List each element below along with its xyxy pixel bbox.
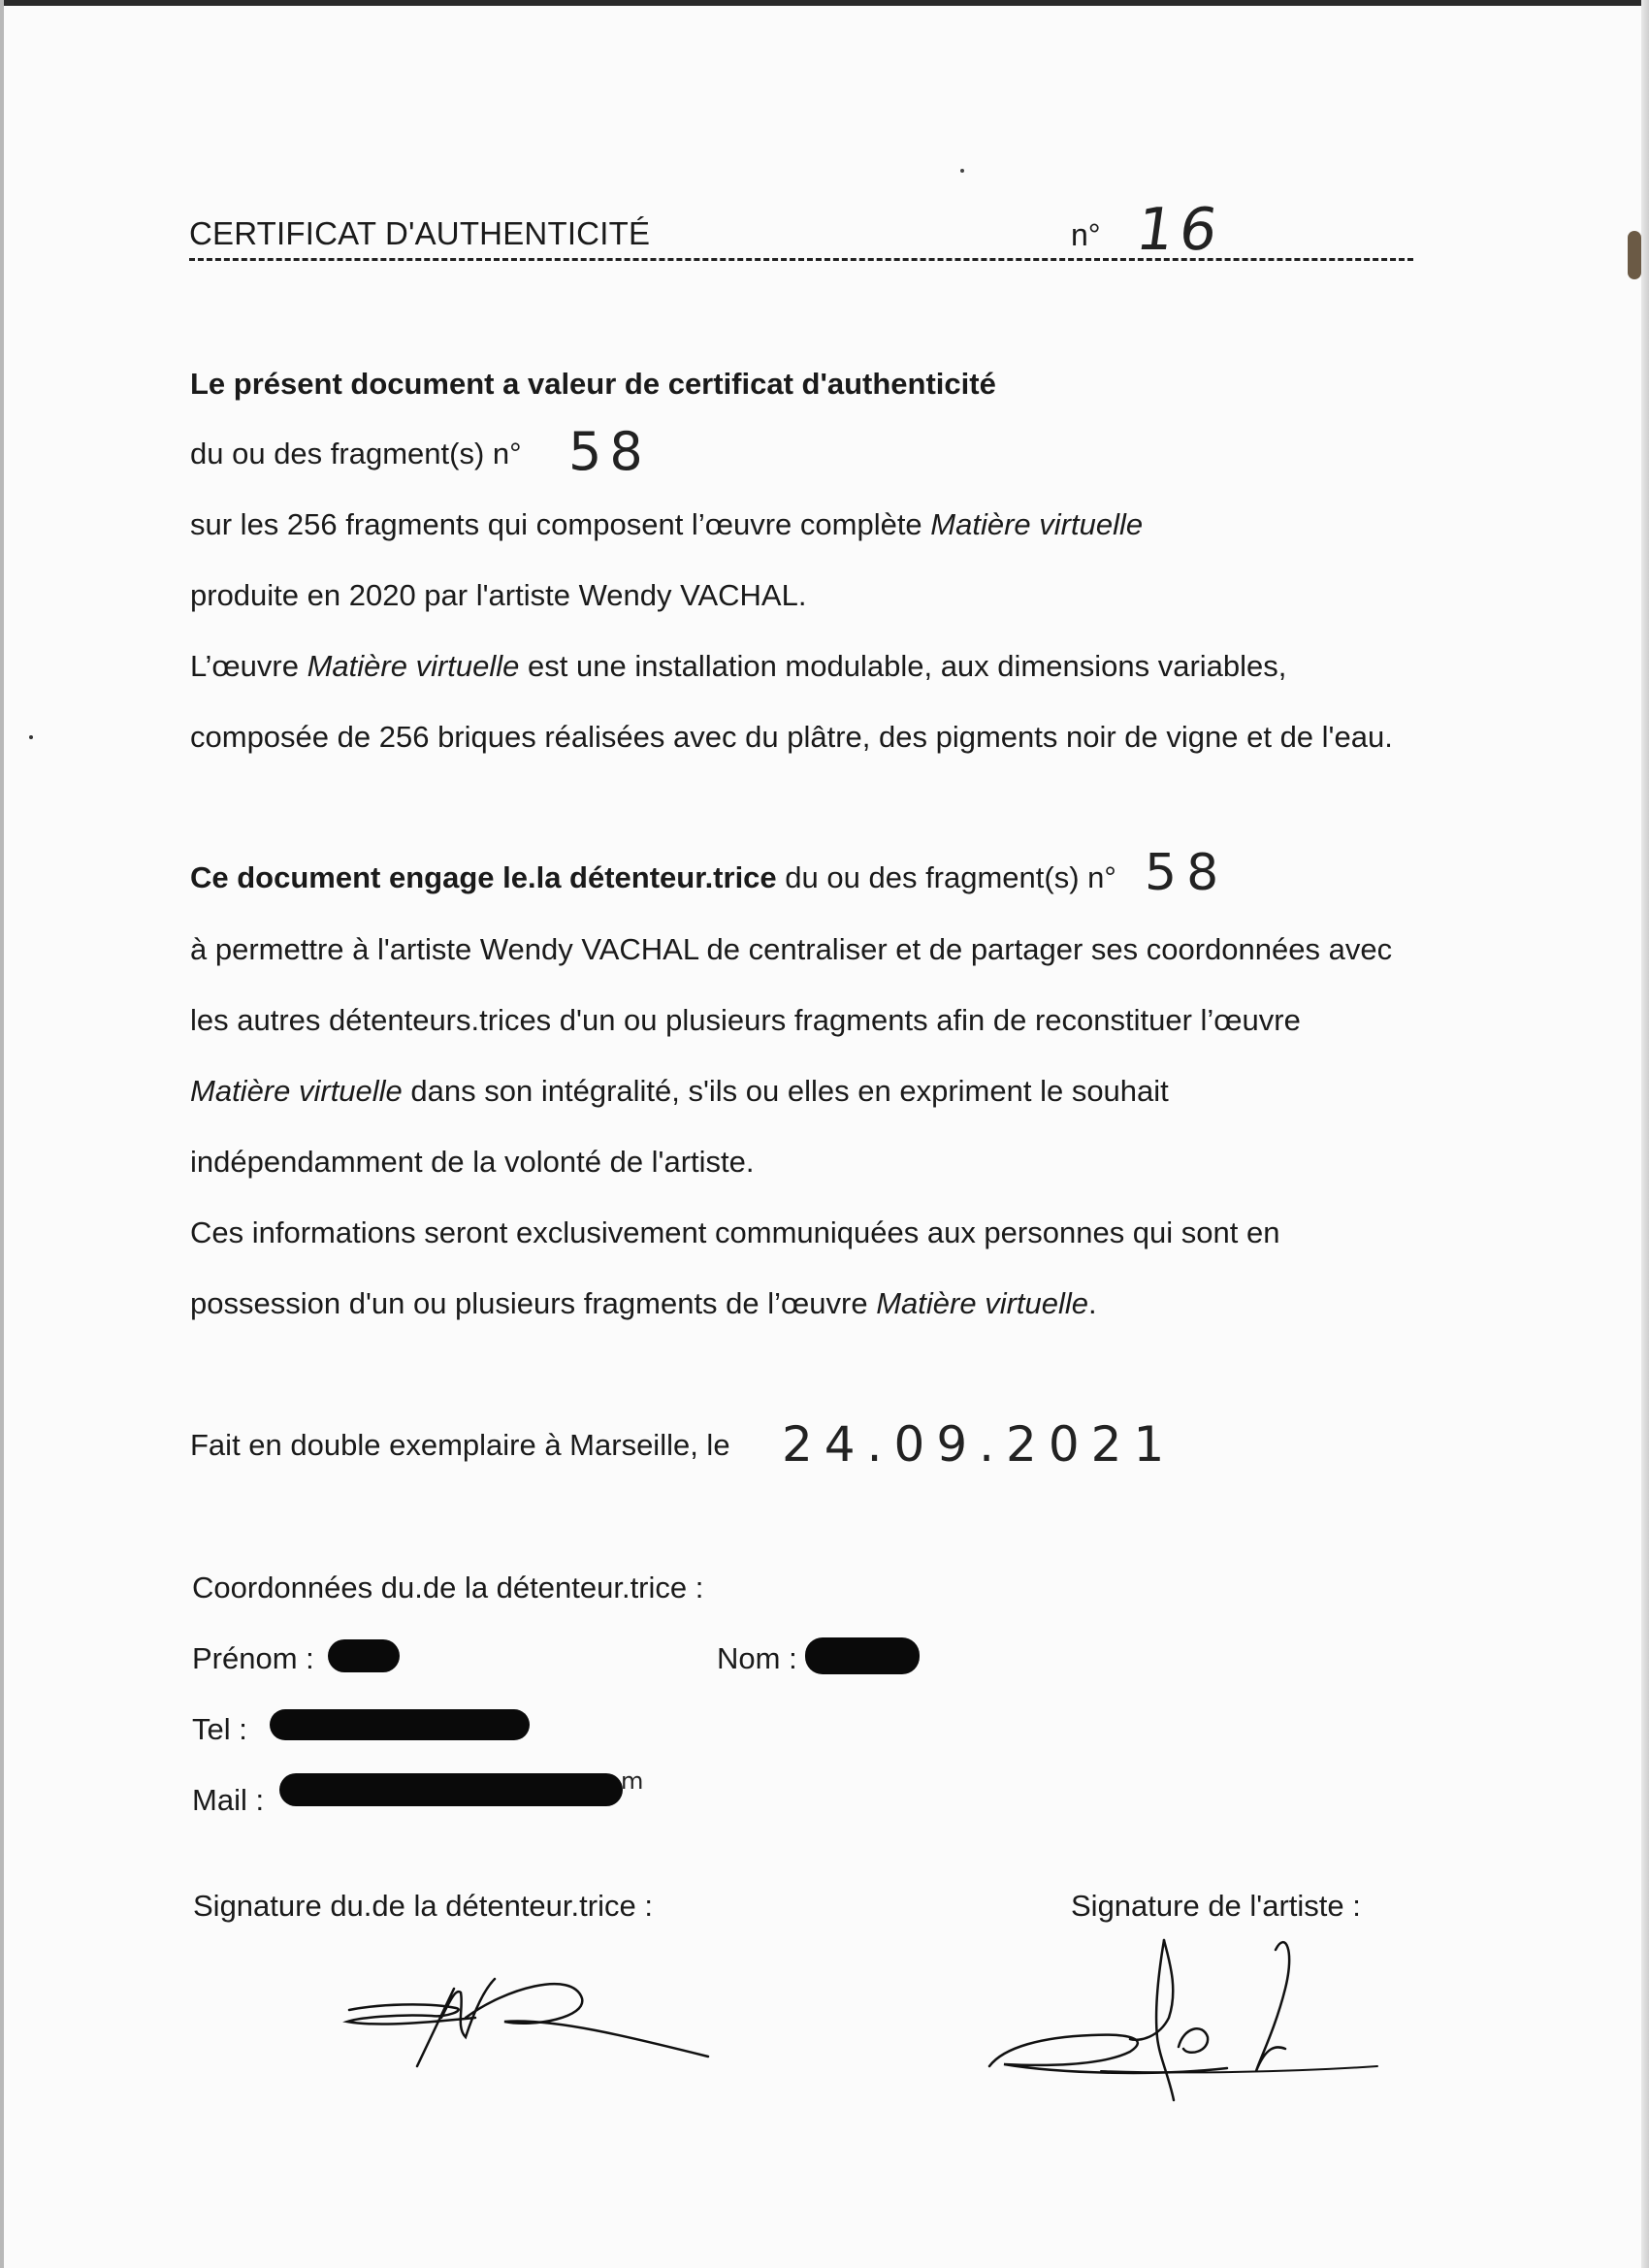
first-name-redacted xyxy=(328,1639,400,1672)
scan-top-edge xyxy=(0,0,1649,6)
fragment-number-handwritten: 58 xyxy=(568,421,651,482)
engagement-line-5: indépendamment de la volonté de l'artiste. xyxy=(190,1145,755,1179)
holder-heading: Coordonnées du.de la détenteur.trice : xyxy=(192,1571,704,1604)
phone-label: Tel : xyxy=(192,1712,247,1746)
first-name-label: Prénom : xyxy=(192,1641,314,1675)
scan-right-edge xyxy=(1641,0,1649,2268)
certificate-number xyxy=(1071,217,1101,253)
engagement-line-7: possession d'un ou plusieurs fragments de l’œuvre Matière virtuelle. xyxy=(190,1286,1097,1320)
intro-line-6: composée de 256 briques réalisées avec du plâtre, des pigments noir de vigne et de l'eau. xyxy=(190,720,1393,754)
intro-line-1: Le présent document a valeur de certificat d'authenticité xyxy=(190,367,996,401)
document-title: CERTIFICAT D'AUTHENTICITÉ xyxy=(189,215,651,251)
artist-signature xyxy=(985,1930,1392,2124)
header-divider xyxy=(189,258,1413,261)
mail-redacted xyxy=(279,1773,623,1806)
mail-label: Mail : xyxy=(192,1783,265,1817)
scan-speck xyxy=(960,169,964,173)
date-handwritten: 24.09.2021 xyxy=(782,1416,1177,1473)
phone-redacted xyxy=(270,1709,530,1740)
scan-speck xyxy=(29,735,33,739)
intro-line-4: produite en 2020 par l'artiste Wendy VACHAL. xyxy=(190,578,807,612)
engagement-line-1: Ce document engage le.la détenteur.trice du ou des fragment(s) n° xyxy=(190,860,1116,894)
scan-left-edge xyxy=(0,0,4,2268)
engagement-line-2: à permettre à l'artiste Wendy VACHAL de centraliser et de partager ses coordonnées avec xyxy=(190,932,1393,966)
last-name-label: Nom : xyxy=(717,1641,797,1675)
engagement-line-3: les autres détenteurs.trices d'un ou plusieurs fragments afin de reconstituer l’œuvre xyxy=(190,1003,1301,1037)
artist-signature-label: Signature de l'artiste : xyxy=(1071,1889,1361,1923)
intro-line-3: sur les 256 fragments qui composent l’œuvre complète Matière virtuelle xyxy=(190,507,1144,541)
intro-line-2: du ou des fragment(s) n° xyxy=(190,437,522,470)
mail-handwritten-fragment: m xyxy=(621,1767,644,1795)
place-date-line: Fait en double exemplaire à Marseille, le xyxy=(190,1428,730,1462)
engagement-fragment-handwritten: 58 xyxy=(1145,844,1229,902)
holder-signature xyxy=(340,1950,718,2095)
engagement-line-6: Ces informations seront exclusivement communiquées aux personnes qui sont en xyxy=(190,1215,1280,1249)
engagement-line-4: Matière virtuelle dans son intégralité, s'ils ou elles en expriment le souhait xyxy=(190,1074,1169,1108)
scan-speck xyxy=(1628,231,1641,279)
certificate-number-handwritten: 16 xyxy=(1132,196,1228,264)
number-label: n° xyxy=(1071,217,1101,252)
intro-line-5: L’œuvre Matière virtuelle est une installation modulable, aux dimensions variables, xyxy=(190,649,1287,683)
last-name-redacted xyxy=(805,1637,920,1674)
holder-signature-label: Signature du.de la détenteur.trice : xyxy=(193,1889,653,1923)
